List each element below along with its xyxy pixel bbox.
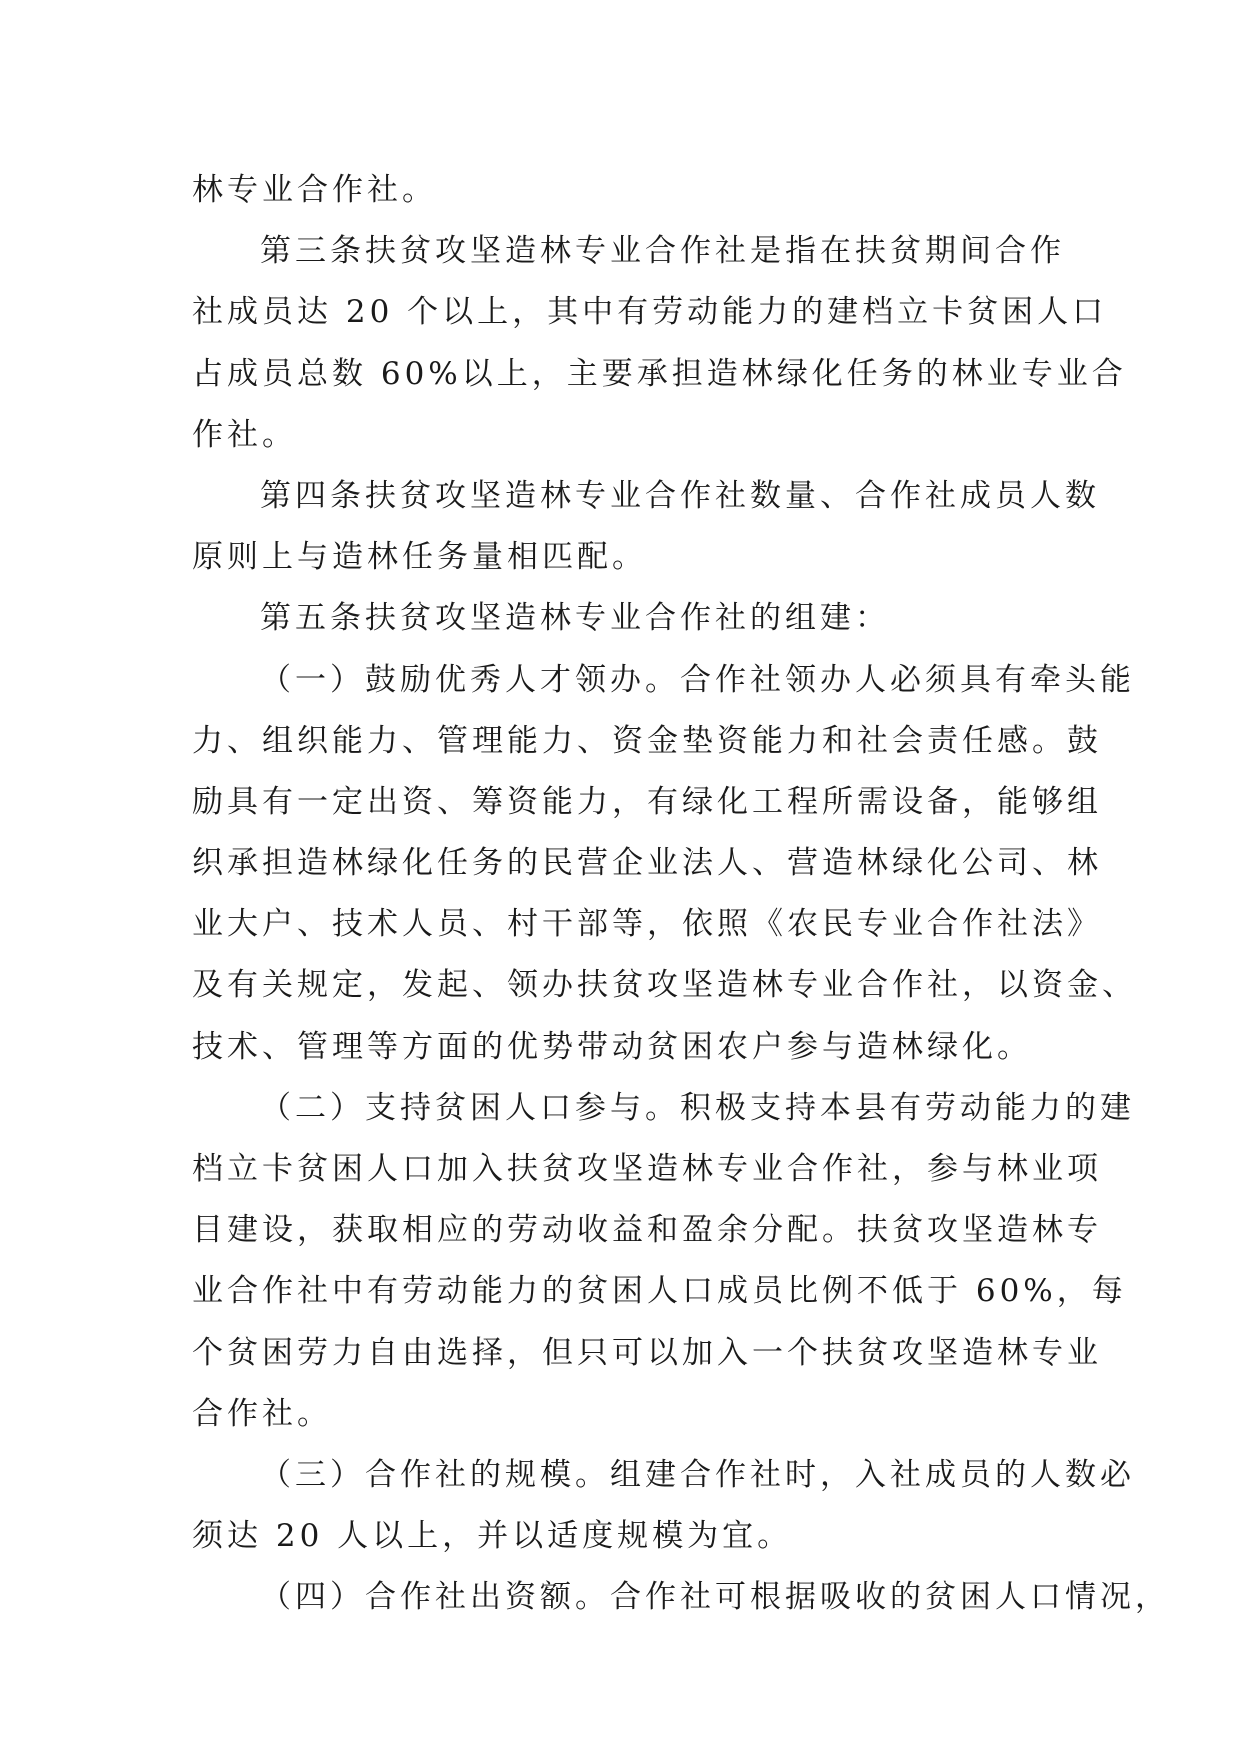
article-3-line-1: 第三条扶贫攻坚造林专业合作社是指在扶贫期间合作 bbox=[260, 233, 1065, 270]
text-line: 须达 20 人以上，并以适度规模为宜。 bbox=[192, 1518, 793, 1555]
clause-4-line-1: （四）合作社出资额。合作社可根据吸收的贫困人口情况， bbox=[260, 1579, 1170, 1616]
text-line: 织承担造林绿化任务的民营企业法人、营造林绿化公司、林 bbox=[192, 845, 1102, 882]
text-line: 社成员达 20 个以上，其中有劳动能力的建档立卡贫困人口 bbox=[192, 294, 1108, 331]
document-body bbox=[192, 160, 1170, 1629]
text-line: 及有关规定，发起、领办扶贫攻坚造林专业合作社，以资金、 bbox=[192, 967, 1137, 1004]
clause-2-line-1: （二）支持贫困人口参与。积极支持本县有劳动能力的建 bbox=[260, 1089, 1135, 1126]
text-line: 力、组织能力、管理能力、资金垫资能力和社会责任感。鼓 bbox=[192, 722, 1102, 759]
text-line: 技术、管理等方面的优势带动贫困农户参与造林绿化。 bbox=[192, 1028, 1032, 1065]
text-line: 林专业合作社。 bbox=[192, 172, 437, 208]
article-5-heading: 第五条扶贫攻坚造林专业合作社的组建： bbox=[260, 600, 890, 637]
article-4-line-1: 第四条扶贫攻坚造林专业合作社数量、合作社成员人数 bbox=[260, 477, 1100, 514]
text-line: 原则上与造林任务量相匹配。 bbox=[192, 539, 647, 576]
clause-3-line-1: （三）合作社的规模。组建合作社时，入社成员的人数必 bbox=[260, 1456, 1135, 1493]
text-line: 合作社。 bbox=[192, 1395, 332, 1432]
clause-1-line-1: （一）鼓励优秀人才领办。合作社领办人必须具有牵头能 bbox=[260, 661, 1135, 698]
text-line: 占成员总数 60%以上，主要承担造林绿化任务的林业专业合 bbox=[192, 355, 1127, 392]
text-line: 档立卡贫困人口加入扶贫攻坚造林专业合作社，参与林业项 bbox=[192, 1151, 1102, 1187]
text-line: 业大户、技术人员、村干部等，依照《农民专业合作社法》 bbox=[192, 906, 1102, 943]
text-line: 个贫困劳力自由选择，但只可以加入一个扶贫攻坚造林专业 bbox=[192, 1334, 1102, 1371]
text-line: 业合作社中有劳动能力的贫困人口成员比例不低于 60%，每 bbox=[192, 1273, 1127, 1310]
text-line: 作社。 bbox=[192, 416, 297, 453]
text-line: 励具有一定出资、筹资能力，有绿化工程所需设备，能够组 bbox=[192, 783, 1102, 820]
text-line: 目建设，获取相应的劳动收益和盈余分配。扶贫攻坚造林专 bbox=[192, 1212, 1102, 1249]
